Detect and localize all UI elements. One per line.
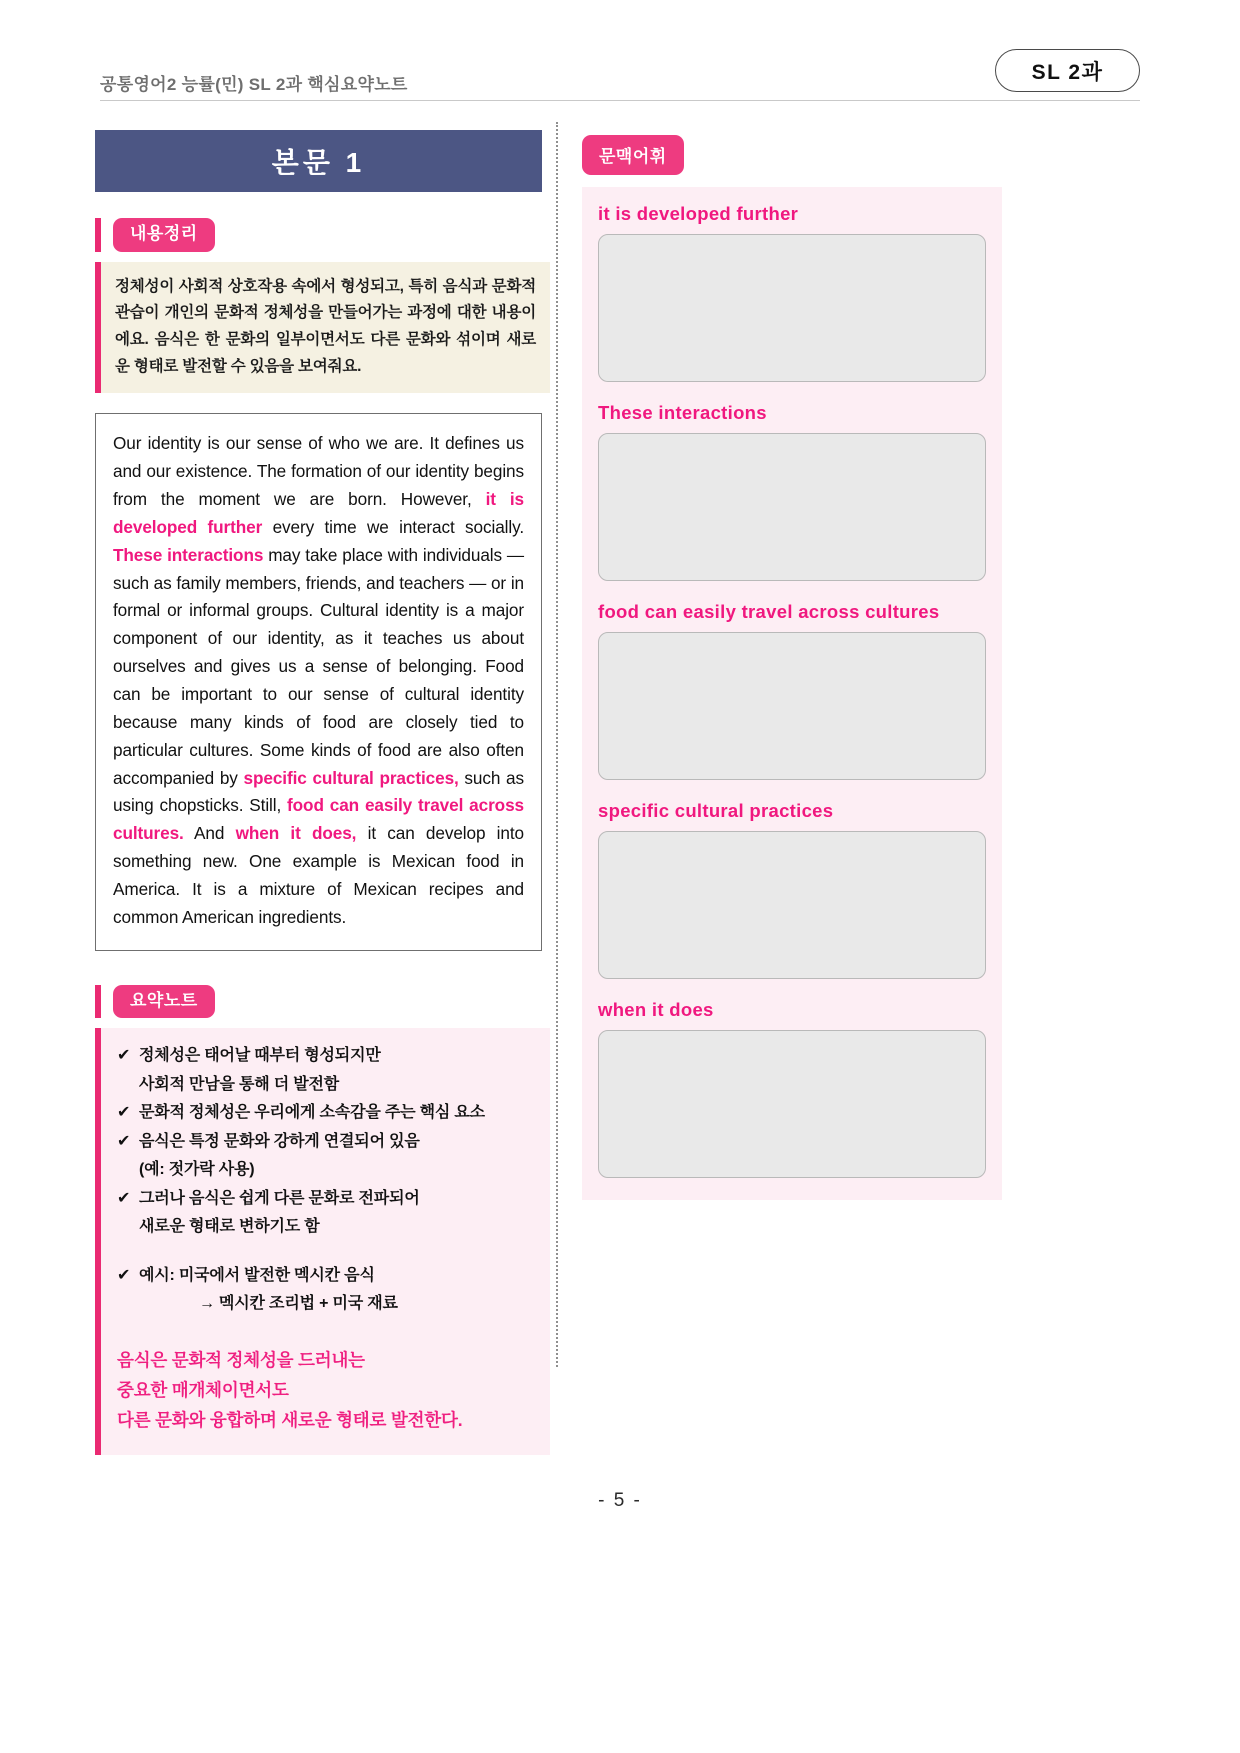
- conclusion-line-3: 다른 문화와 융합하며 새로운 형태로 발전한다.: [117, 1409, 463, 1430]
- note-item: [117, 1128, 534, 1185]
- note-item: [117, 1099, 534, 1127]
- note-item-text: [139, 1042, 534, 1099]
- vocab-answer-box[interactable]: [598, 831, 986, 979]
- vocab-entry: [598, 800, 986, 979]
- note-example-text: [139, 1262, 534, 1319]
- vocab-label-pill: 문맥어휘: [582, 135, 684, 175]
- summary-note-box: [101, 1028, 550, 1455]
- conclusion-line-1: 음식은 문화적 정체성을 드러내는: [117, 1349, 365, 1370]
- vocabulary-panel: [582, 187, 1002, 1200]
- passage-text-6: it can develop into something new. One example is Mexican food in America. It is a mixture of Mexican recipes and common American ingredients.: [113, 823, 524, 927]
- content-summary-block: [95, 262, 550, 394]
- passage-text-3: may take place with individuals — such as family members, friends, and teachers — or in formal or informal groups. Cultural identity is a major component of our identity, as it teaches us about ourselves and gives us a sense of belonging. Food can be important to our sense of cultural identity because many kinds of food are closely tied to particular cultures. Some kinds of food are also often accompanied by: [113, 544, 524, 788]
- header-title: 공통영어2 능률(민) SL 2과 핵심요약노트: [100, 75, 408, 94]
- right-column: [582, 135, 1002, 1200]
- note-conclusion: [117, 1345, 534, 1435]
- check-icon: ✔: [117, 1132, 131, 1150]
- note-item: [117, 1185, 534, 1242]
- vocab-entry: [598, 999, 986, 1178]
- left-column: [95, 130, 550, 1455]
- section-title-bar: 본문 1: [95, 130, 542, 192]
- vocab-term: food can easily travel across cultures: [598, 601, 940, 622]
- pink-accent-bar: [95, 985, 101, 1019]
- check-icon: ✔: [117, 1047, 131, 1065]
- page-header: [100, 62, 1140, 102]
- vocab-term: These interactions: [598, 402, 767, 423]
- lesson-badge: SL 2과: [995, 49, 1140, 92]
- note-line-1: 정체성은 태어날 때부터 형성되지만: [139, 1047, 381, 1065]
- vocab-term: specific cultural practices: [598, 800, 834, 821]
- passage-highlight-3: specific cultural practices,: [243, 767, 459, 788]
- vocab-entry: [598, 203, 986, 382]
- note-line-1: 음식은 특정 문화와 강하게 연결되어 있음: [139, 1132, 420, 1150]
- note-line-2: 사회적 만남을 통해 더 발전함: [139, 1075, 340, 1093]
- passage-highlight-1: it is developed further: [113, 489, 525, 537]
- header-divider: [100, 100, 1140, 101]
- note-label-pill: 요약노트: [113, 985, 215, 1019]
- vocab-answer-box[interactable]: [598, 1030, 986, 1178]
- conclusion-line-2: 중요한 매개체이면서도: [117, 1379, 289, 1400]
- vocab-answer-box[interactable]: [598, 632, 986, 780]
- note-item-text: [139, 1128, 534, 1185]
- note-line-2: (예: 젓가락 사용): [139, 1161, 255, 1179]
- content-label-pill: 내용정리: [113, 218, 215, 252]
- page-number: - 5 -: [598, 1490, 642, 1511]
- passage-text-2: every time we interact socially.: [262, 516, 525, 537]
- vocab-answer-box[interactable]: [598, 433, 986, 581]
- vocab-answer-box[interactable]: [598, 234, 986, 382]
- passage-text-4: such as using chopsticks. Still,: [113, 767, 524, 816]
- note-item-text: [139, 1099, 534, 1127]
- vocab-term: when it does: [598, 999, 714, 1020]
- check-icon: ✔: [117, 1104, 131, 1122]
- note-item-text: [139, 1185, 534, 1242]
- pink-accent-bar: [95, 218, 101, 252]
- content-summary-text: 정체성이 사회적 상호작용 속에서 형성되고, 특히 음식과 문화적 관습이 개인의 문화적 정체성을 만들어가는 과정에 대한 내용이에요. 음식은 한 문화의 일부이면서도 다른 문화와 섞이며 새로운 형태로 발전할 수 있음을 보여줘요.: [101, 262, 550, 394]
- vocab-entry: [598, 402, 986, 581]
- note-example-item: [117, 1262, 534, 1319]
- column-divider: [556, 122, 558, 1367]
- note-example-line: 예시: 미국에서 발전한 멕시칸 음식: [139, 1266, 375, 1284]
- vocab-term: it is developed further: [598, 203, 799, 224]
- content-summary-header: [95, 218, 550, 252]
- note-block: [95, 1028, 550, 1455]
- passage-text-1: Our identity is our sense of who we are. It defines us and our existence. The formation of our identity begins from the moment we are born. However,: [113, 433, 524, 510]
- check-icon: ✔: [117, 1189, 131, 1207]
- note-line-2: 새로운 형태로 변하기도 함: [139, 1218, 320, 1236]
- note-spacer: [117, 1242, 534, 1262]
- note-example-arrow: → 멕시칸 조리법 + 미국 재료: [199, 1295, 398, 1313]
- vocab-entry: [598, 601, 986, 780]
- note-line-1: 문화적 정체성은 우리에게 소속감을 주는 핵심 요소: [139, 1104, 485, 1122]
- note-line-1: 그러나 음식은 쉽게 다른 문화로 전파되어: [139, 1189, 420, 1207]
- note-header: [95, 985, 550, 1019]
- note-item: [117, 1042, 534, 1099]
- passage-highlight-4: food can easily travel across cultures.: [113, 795, 524, 844]
- passage-text-5: And: [183, 823, 236, 844]
- passage-highlight-2: These interactions: [113, 544, 264, 565]
- passage-highlight-5: when it does,: [235, 823, 357, 844]
- check-icon: ✔: [117, 1266, 131, 1284]
- english-passage: [95, 413, 542, 950]
